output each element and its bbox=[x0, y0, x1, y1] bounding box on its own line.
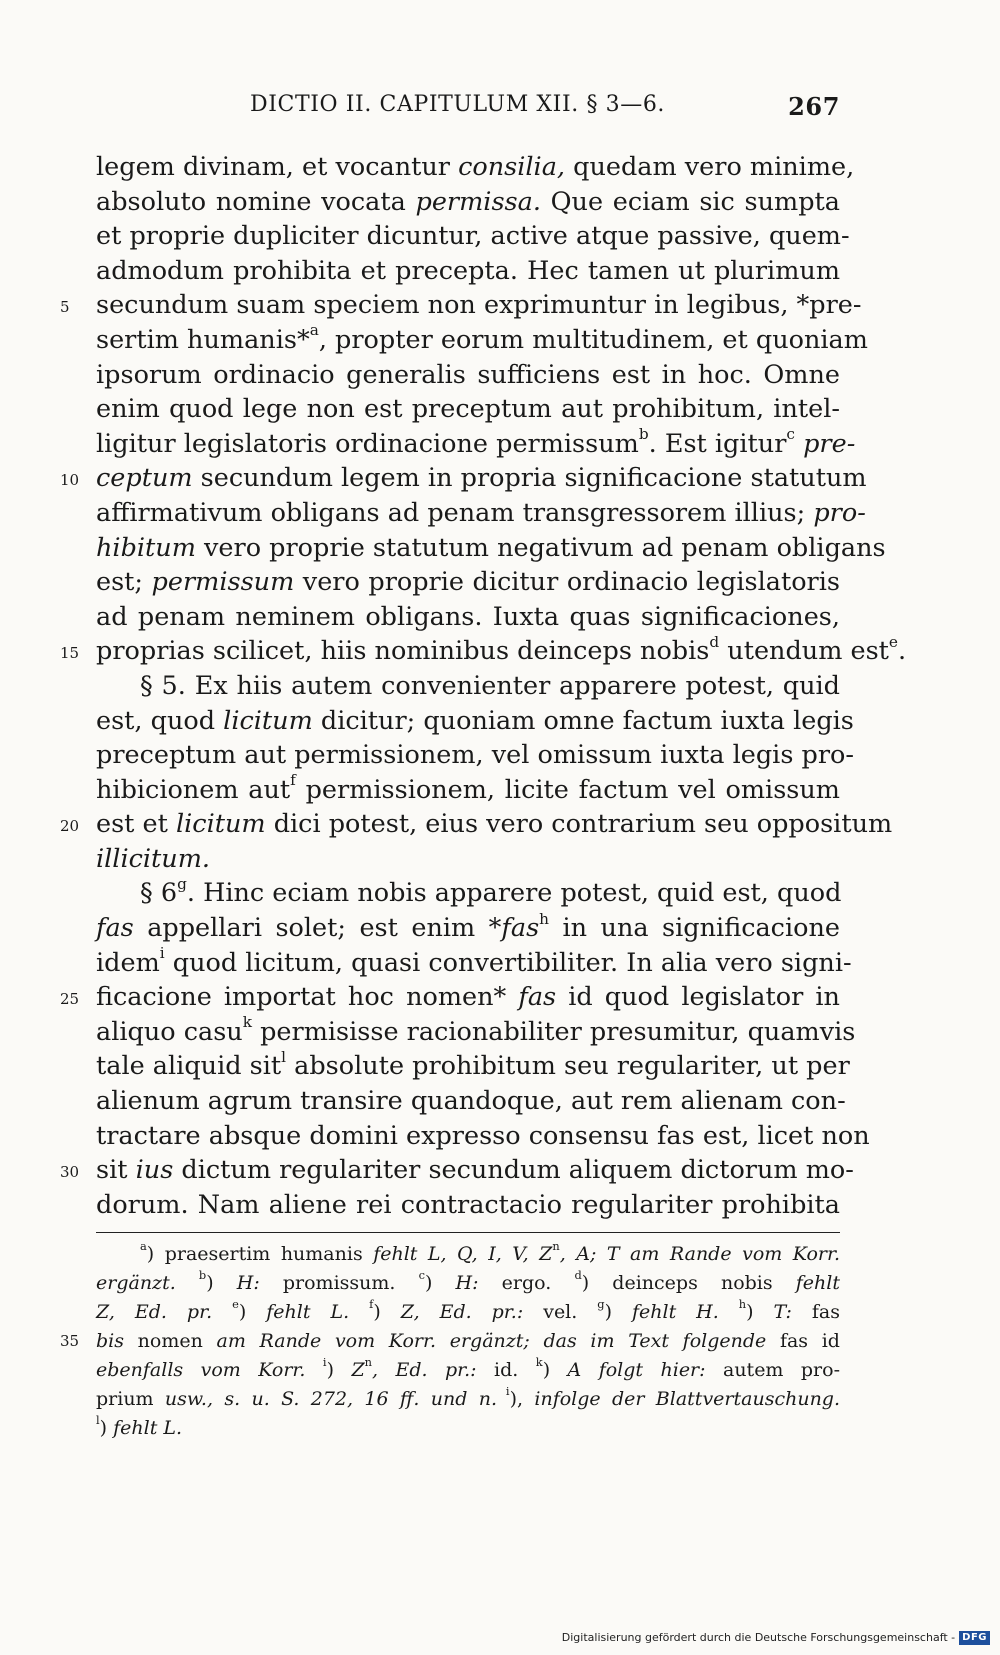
main-text bbox=[60, 150, 907, 1222]
text-line: 5 secundum suam speciem non exprimuntur in legibus, *pre- bbox=[96, 288, 840, 323]
text-line: preceptum aut permissionem, vel omissum iuxta legis pro- bbox=[96, 740, 855, 771]
funding-note bbox=[562, 1629, 990, 1647]
text-line: 30 sit ius dictum regulariter secundum aliquem dictorum mo- bbox=[96, 1153, 840, 1188]
line-number: 20 bbox=[60, 817, 80, 836]
footnote-line: Z, Ed. pr. $^e$) fehlt L. $^f$) Z, Ed. pr.: vel. $^g$) fehlt H. $^h$) T: fas bbox=[96, 1297, 841, 1323]
text-line: admodum prohibita et precepta. Hec tamen ut plurimum bbox=[96, 255, 840, 286]
line-number: 10 bbox=[60, 471, 80, 490]
text-line: enim quod lege non est preceptum aut prohibitum, intel- bbox=[96, 394, 840, 425]
line-number: 35 bbox=[60, 1332, 80, 1350]
text-line: hibicionem aut$^f$ permissionem, licite factum vel omissum bbox=[96, 771, 840, 805]
text-line: 10 ceptum secundum legem in propria significacione statutum bbox=[96, 461, 840, 496]
footnote-line: ergänzt. $^b$) H: promissum. $^c$) H: ergo. $^d$) deinceps nobis fehlt bbox=[96, 1268, 840, 1294]
running-head bbox=[250, 92, 840, 132]
text-line: dorum. Nam aliene rei contractacio regulariter prohibita bbox=[96, 1189, 840, 1220]
text-line: 20 est et licitum dici potest, eius vero contrarium seu oppositum bbox=[96, 807, 840, 842]
text-line: fas appellari solet; est enim *fas$^h$ in una significacione bbox=[96, 909, 840, 944]
text-line: est, quod licitum dicitur; quoniam omne factum iuxta legis bbox=[96, 705, 854, 736]
text-line: est; permissum vero proprie dicitur ordinacio legislatoris bbox=[96, 567, 840, 598]
page-number: 267 bbox=[788, 92, 840, 121]
text-line: idem$^i$ quod licitum, quasi convertibiliter. In alia vero signi- bbox=[96, 944, 852, 978]
footnote-line: $^a$) praesertim humanis fehlt L, Q, I, V, $Z^n$, A; T am Rande vom Korr. bbox=[140, 1239, 840, 1265]
line-number: 5 bbox=[60, 298, 70, 317]
section-heading-line: § 5. Ex hiis autem convenienter apparere potest, quid bbox=[140, 670, 840, 701]
footnote-divider bbox=[96, 1232, 840, 1233]
line-number: 25 bbox=[60, 990, 80, 1009]
line-number: 15 bbox=[60, 644, 80, 663]
text-line: sertim humanis*$^a$, propter eorum multitudinem, et quoniam bbox=[96, 321, 868, 355]
funding-text: Digitalisierung gefördert durch die Deutsche Forschungsgemeinschaft - bbox=[561, 1631, 956, 1644]
text-line: hibitum vero proprie statutum negativum ad penam obligans bbox=[96, 532, 886, 563]
text-line: alienum agrum transire quandoque, aut rem alienam con- bbox=[96, 1086, 846, 1117]
footnote-line: ebenfalls vom Korr. $^i$) $Z^n$, Ed. pr.: id. $^k$) A folgt hier: autem pro- bbox=[96, 1355, 840, 1381]
text-line: et proprie dupliciter dicuntur, active atque passive, quem- bbox=[96, 221, 850, 252]
text-line: ligitur legislatoris ordinacione permissum$^b$. Est igitur$^c$ pre- bbox=[96, 425, 856, 459]
section-heading-line: § 6$^g$. Hinc eciam nobis apparere potest, quid est, quod bbox=[140, 874, 842, 909]
text-line: legem divinam, et vocantur consilia, quedam vero minime, bbox=[96, 152, 855, 182]
running-head-title: DICTIO II. CAPITULUM XII. § 3—6. bbox=[250, 92, 666, 117]
text-line: tale aliquid sit$^l$ absolute prohibitum seu regulariter, ut per bbox=[96, 1047, 850, 1082]
footnote-line: 35 bis nomen am Rande vom Korr. ergänzt; das im Text folgende fas id bbox=[96, 1327, 840, 1356]
text-line: tractare absque domini expresso consensu fas est, licet non bbox=[96, 1120, 870, 1151]
line-number: 30 bbox=[60, 1163, 80, 1182]
footnotes bbox=[60, 1239, 841, 1443]
text-line: illicitum. bbox=[96, 843, 211, 874]
text-line: affirmativum obligans ad penam transgressorem illius; pro- bbox=[96, 497, 866, 528]
text-line: ipsorum ordinacio generalis sufficiens est in hoc. Omne bbox=[96, 359, 840, 390]
text-line: 15 proprias scilicet, hiis nominibus deinceps nobis$^d$ utendum est$^e$. bbox=[96, 634, 840, 669]
text-line: absoluto nomine vocata permissa. Que eciam sic sumpta bbox=[96, 186, 840, 217]
text-line: 25 ficacione importat hoc nomen* fas id quod legislator in bbox=[96, 980, 840, 1015]
footnote-line: prium usw., s. u. S. 272, 16 ff. und n. $^i$), infolge der Blattvertauschung. bbox=[96, 1384, 841, 1410]
text-line: aliquo casu$^k$ permisisse racionabiliter presumitur, quamvis bbox=[96, 1013, 856, 1047]
dfg-logo: DFG bbox=[959, 1631, 990, 1645]
footnote-line: $^l$) fehlt L. bbox=[96, 1413, 183, 1439]
text-line: ad penam neminem obligans. Iuxta quas significaciones, bbox=[96, 601, 840, 632]
